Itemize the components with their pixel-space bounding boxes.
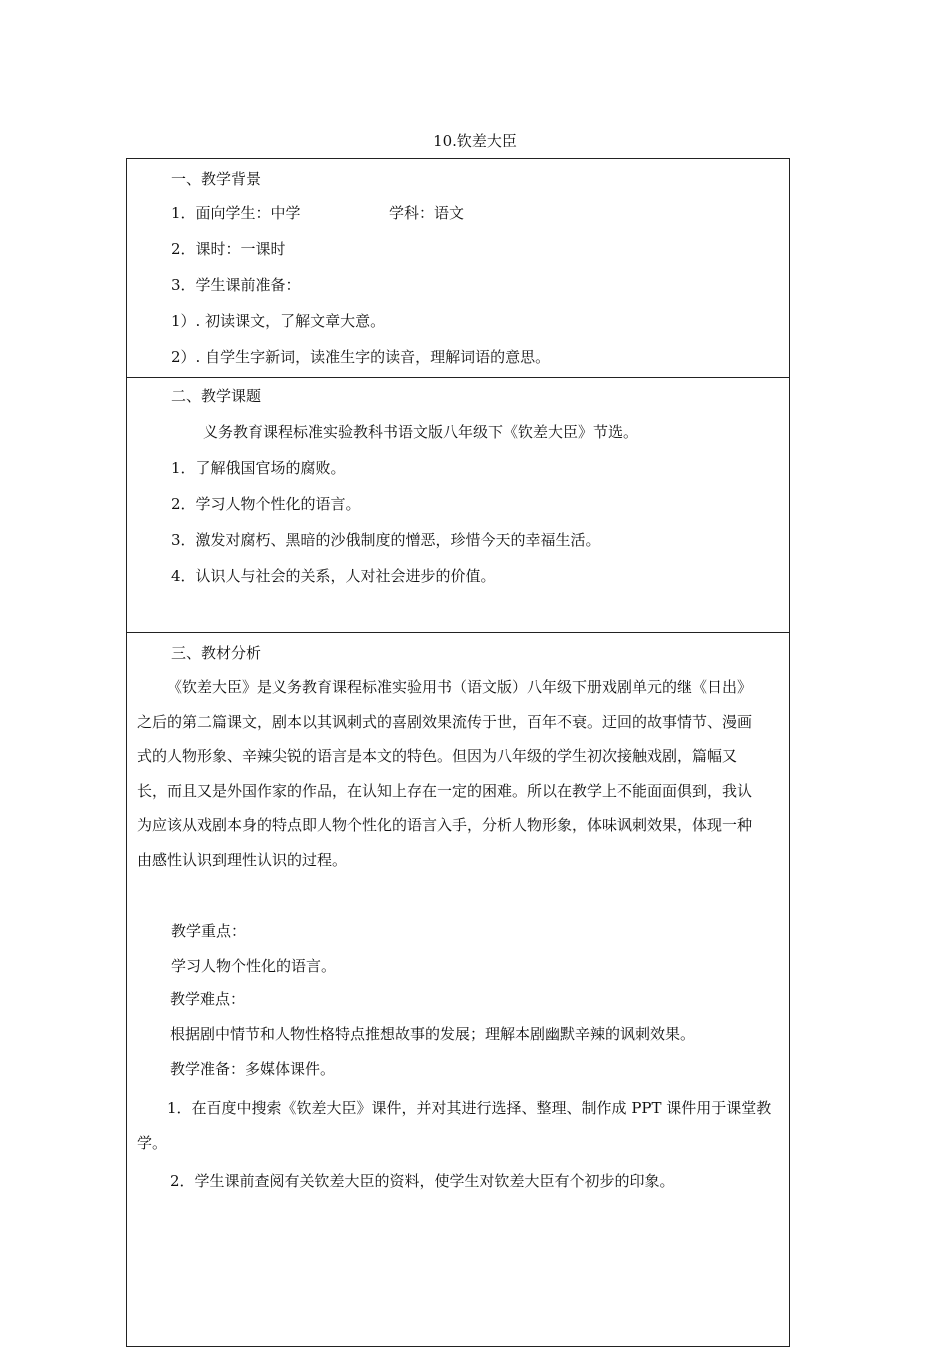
topic-intro: 义务教育课程标准实验教科书语文版八年级下《钦差大臣》节选。	[203, 423, 639, 441]
prep-item-2: 2）. 自学生字新词，读准生字的读音，理解词语的意思。	[171, 348, 551, 366]
objective-item: 2．学习人物个性化的语言。	[171, 495, 361, 513]
document-title: 10.钦差大臣	[433, 132, 517, 150]
difficulty-label: 教学难点：	[170, 990, 246, 1008]
section-heading: 三、教材分析	[171, 644, 262, 662]
key-point-text: 学习人物个性化的语言。	[171, 957, 337, 975]
analysis-paragraph: 《钦差大臣》是义务教育课程标准实验用书（语文版）八年级下册戏剧单元的继《日出》之后的第二篇课文，剧本以其讽刺式的喜剧效果流传于世，百年不衰。迂回的故事情节、漫画式的人物形象、辛辣尖锐的语言是本文的特色。但因为八年级的学生初次接触戏剧，篇幅又长，而且又是外国作家的作品，在认知上存在一定的困难。所以在教学上不能面面俱到，我认为应该从戏剧本身的特点即人物个性化的语言入手，分析人物形象，体味讽刺效果，体现一种由感性认识到理性认识的过程。	[137, 678, 753, 869]
objective-item: 4．认识人与社会的关系，人对社会进步的价值。	[171, 567, 496, 585]
objective-item: 3．激发对腐朽、黑暗的沙俄制度的憎恶，珍惜今天的幸福生活。	[171, 531, 601, 549]
prep-heading: 3．学生课前准备：	[171, 276, 301, 294]
lesson-plan-table	[126, 158, 790, 1347]
section-teaching-background	[127, 159, 789, 377]
target-students: 1．面向学生：中学	[171, 204, 301, 222]
section-heading: 二、教学课题	[171, 387, 262, 405]
class-period: 2．课时：一课时	[171, 240, 286, 258]
material-prep-item-2: 2．学生课前查阅有关钦差大臣的资料，使学生对钦差大臣有个初步的印象。	[170, 1172, 675, 1190]
objective-item: 1．了解俄国官场的腐败。	[171, 459, 346, 477]
subject: 学科：语文	[389, 204, 465, 222]
section-heading: 一、教学背景	[171, 170, 262, 188]
prep-label: 教学准备：多媒体课件。	[170, 1060, 336, 1078]
material-prep-item-1: 1．在百度中搜索《钦差大臣》课件，并对其进行选择、整理、制作成 PPT 课件用于课堂教学。	[137, 1099, 772, 1152]
section-teaching-topic	[127, 377, 789, 632]
key-point-label: 教学重点：	[171, 922, 247, 940]
difficulty-text: 根据剧中情节和人物性格特点推想故事的发展；理解本剧幽默辛辣的讽刺效果。	[170, 1025, 696, 1043]
prep-item-1: 1）. 初读课文，了解文章大意。	[171, 312, 386, 330]
